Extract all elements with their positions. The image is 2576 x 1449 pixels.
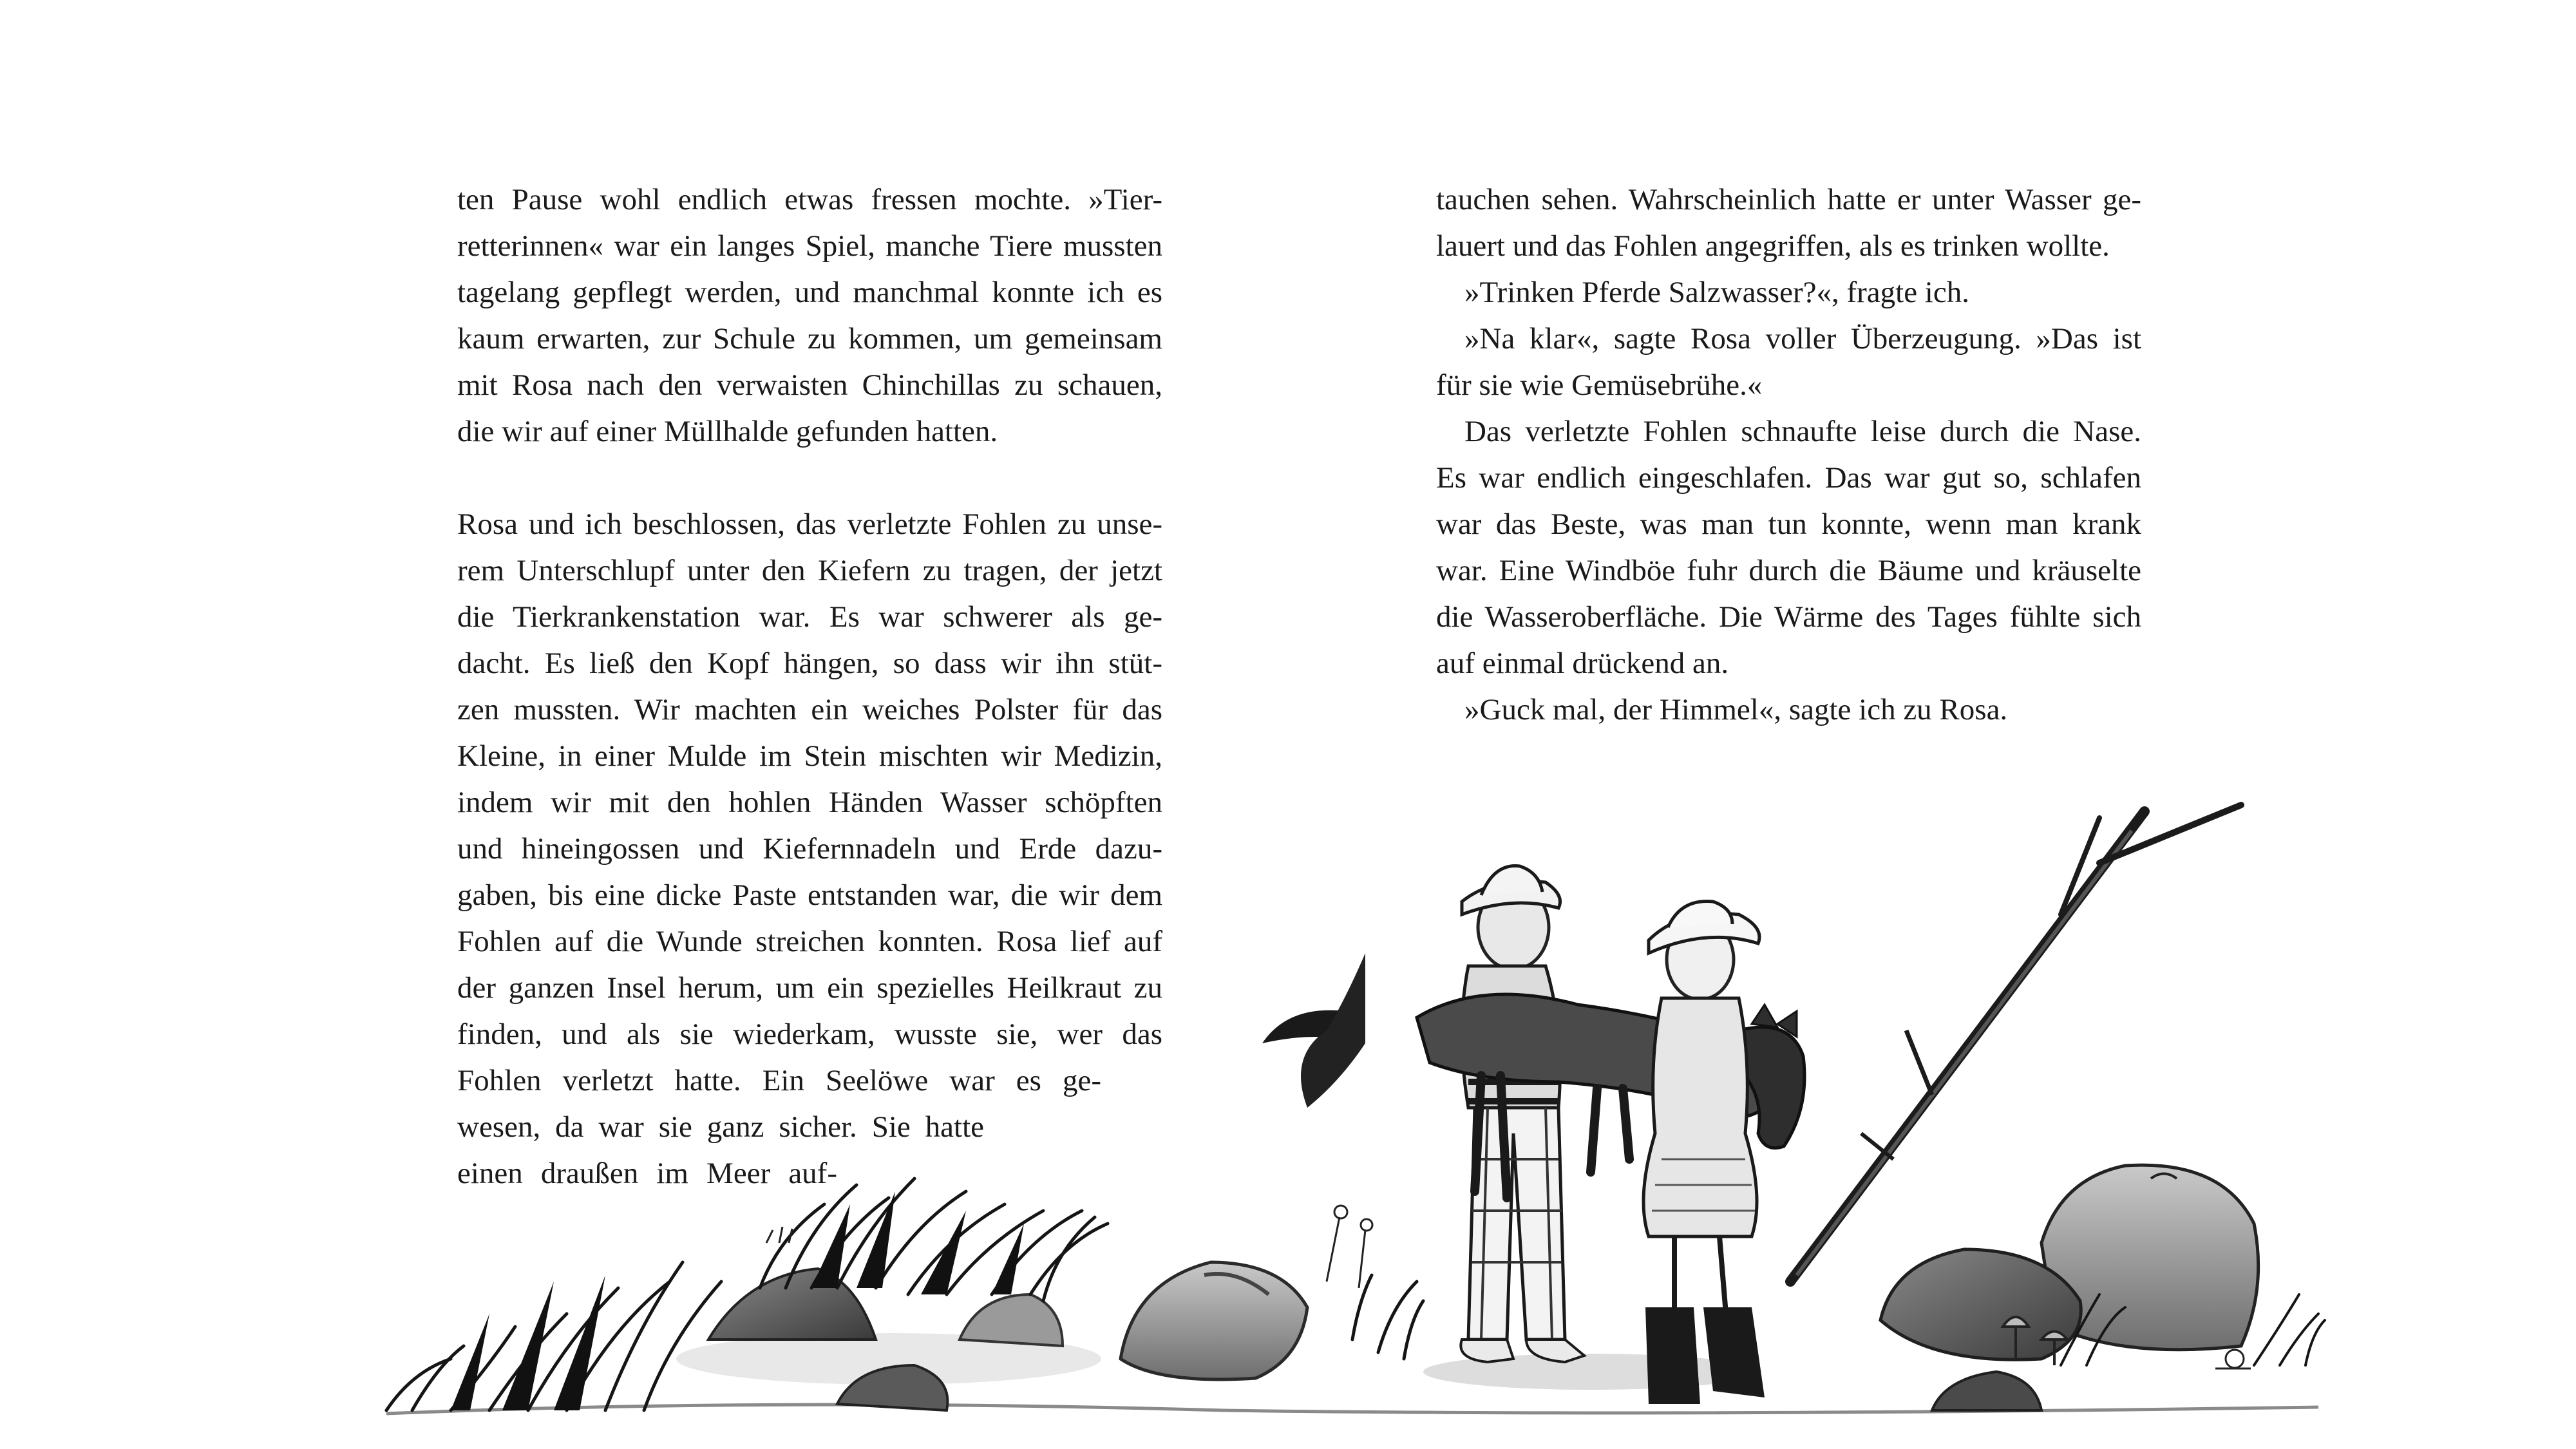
text-line: dacht. Es ließ den Kopf hängen, so dass wir ihn stüt-	[457, 647, 1162, 680]
text-line: wesen, da war sie ganz sicher. Sie hatte	[457, 1110, 984, 1144]
text-line: »Trinken Pferde Salzwasser?«, fragte ich.	[1464, 276, 1969, 309]
text-line: »Na klar«, sagte Rosa voller Überzeugung. »Das ist	[1464, 322, 2141, 355]
right-page-text	[1436, 176, 2141, 733]
text-line: mit Rosa nach den verwaisten Chinchillas zu schauen,	[457, 368, 1162, 402]
text-line: Rosa und ich beschlossen, das verletzte Fohlen zu unse-	[457, 507, 1162, 541]
text-line: für sie wie Gemüsebrühe.«	[1436, 368, 1763, 402]
text-line: retterinnen« war ein langes Spiel, manche Tiere mussten	[457, 229, 1162, 263]
text-line: lauert und das Fohlen angegriffen, als es trinken wollte.	[1436, 229, 2110, 263]
text-line: die wir auf einer Müllhalde gefunden hatten.	[457, 415, 998, 448]
text-line: kaum erwarten, zur Schule zu kommen, um gemeinsam	[457, 322, 1162, 355]
text-line: Kleine, in einer Mulde im Stein mischten wir Medizin,	[457, 739, 1162, 773]
paragraph	[1436, 176, 2141, 269]
text-line: einen draußen im Meer auf-	[457, 1157, 837, 1190]
paragraph-gap	[457, 455, 1162, 501]
text-line: war das Beste, was man tun konnte, wenn man krank	[1436, 507, 2141, 541]
paragraph	[457, 501, 1162, 1197]
text-line: die Wasseroberfläche. Die Wärme des Tages fühlte sich	[1436, 600, 2141, 634]
paragraph	[1436, 408, 2141, 687]
text-line: finden, und als sie wiederkam, wusste sie, wer das	[457, 1018, 1162, 1051]
text-line: Fohlen verletzt hatte. Ein Seelöwe war es ge-	[457, 1064, 1101, 1097]
paragraph	[1436, 269, 2141, 316]
paragraph	[1436, 316, 2141, 408]
text-line: Fohlen auf die Wunde streichen konnten. Rosa lief auf	[457, 925, 1162, 958]
text-line: ten Pause wohl endlich etwas fressen mochte. »Tier-	[457, 183, 1162, 216]
text-line: »Guck mal, der Himmel«, sagte ich zu Rosa.	[1464, 693, 2008, 726]
text-line: tauchen sehen. Wahrscheinlich hatte er unter Wasser ge-	[1436, 183, 2141, 216]
text-line: indem wir mit den hohlen Händen Wasser schöpften	[457, 786, 1162, 819]
text-line: war. Eine Windböe fuhr durch die Bäume und kräuselte	[1436, 554, 2141, 587]
text-line: gaben, bis eine dicke Paste entstanden war, die wir dem	[457, 878, 1162, 912]
paragraph	[457, 176, 1162, 455]
text-line: tagelang gepflegt werden, und manchmal konnte ich es	[457, 276, 1162, 309]
text-line: Das verletzte Fohlen schnaufte leise durch die Nase.	[1464, 415, 2141, 448]
text-line: die Tierkrankenstation war. Es war schwerer als ge-	[457, 600, 1162, 634]
text-line: auf einmal drückend an.	[1436, 647, 1729, 680]
text-line: und hineingossen und Kiefernnadeln und Erde dazu-	[457, 832, 1162, 866]
left-page-text	[457, 176, 1162, 1197]
text-line: der ganzen Insel herum, um ein spezielles Heilkraut zu	[457, 971, 1162, 1005]
text-line: Es war endlich eingeschlafen. Das war gut so, schlafen	[1436, 461, 2141, 495]
paragraph	[1436, 687, 2141, 733]
right-page	[1288, 0, 2576, 1449]
text-line: rem Unterschlupf unter den Kiefern zu tragen, der jetzt	[457, 554, 1162, 587]
text-line: zen mussten. Wir machten ein weiches Polster für das	[457, 693, 1162, 726]
